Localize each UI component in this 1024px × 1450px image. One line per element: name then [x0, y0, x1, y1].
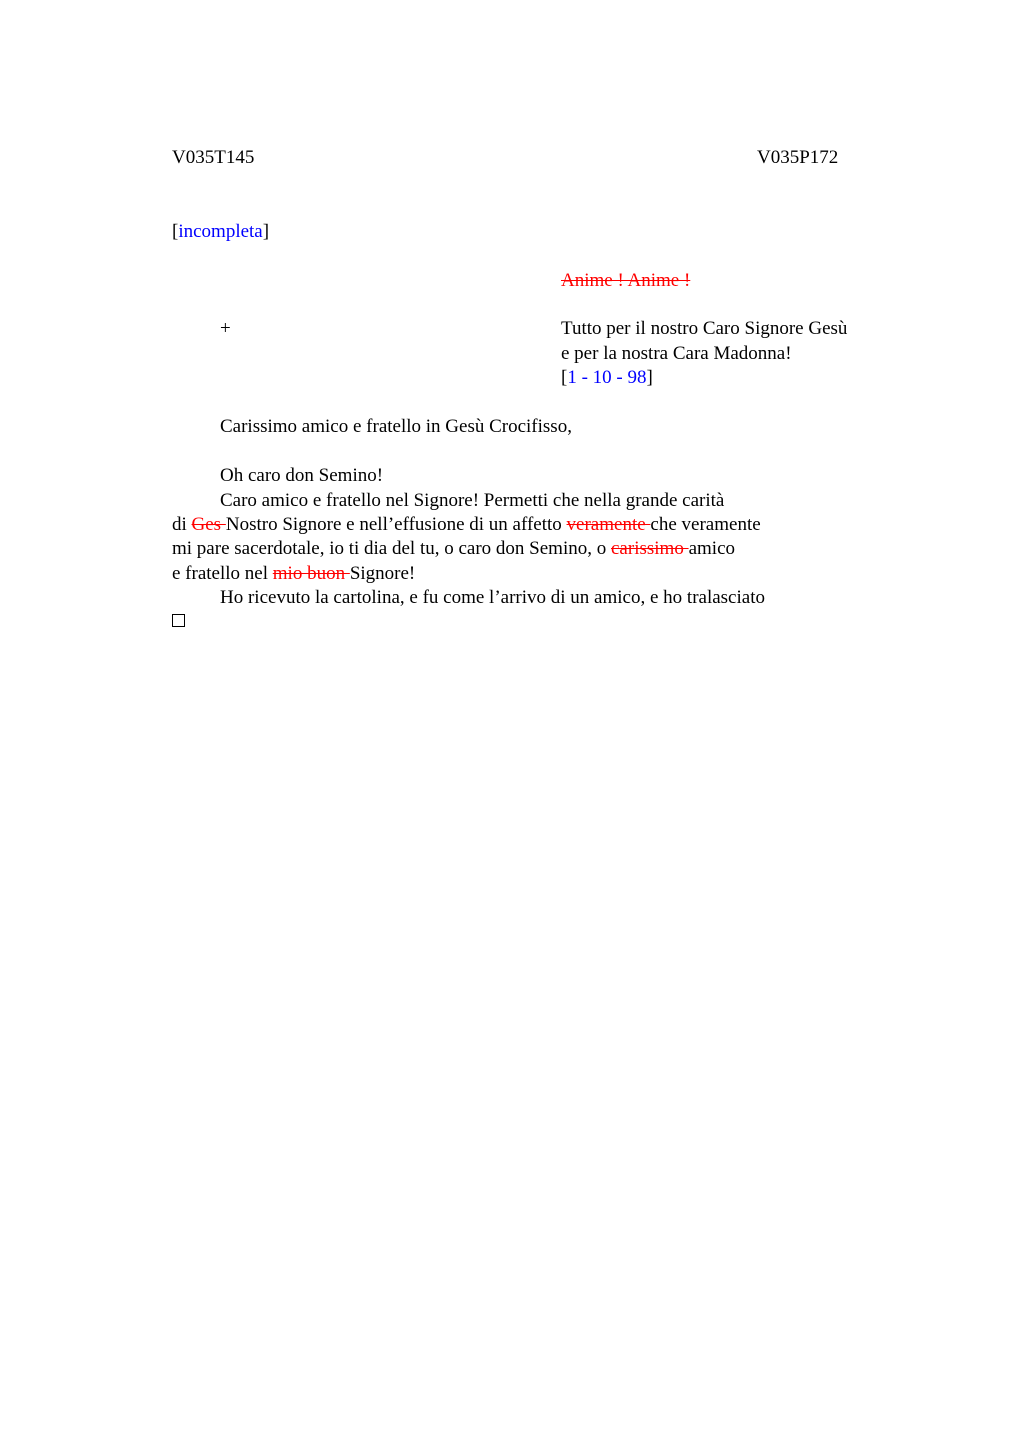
- document-code-left: V035T145: [172, 147, 255, 168]
- body-line-5: [172, 562, 415, 586]
- deleted-text: carissimo: [611, 538, 689, 559]
- deleted-text: veramente: [566, 514, 651, 535]
- bracket-close: ]: [646, 367, 653, 388]
- body-line-3: [172, 513, 761, 537]
- date-value: 1 - 10 - 98: [567, 367, 647, 388]
- text-run: che veramente: [650, 514, 761, 535]
- letter-date: [561, 366, 653, 390]
- body-line-4: [172, 537, 735, 561]
- status-annotation: [172, 220, 269, 244]
- document-code-right: V035P172: [757, 147, 839, 168]
- square-outline-icon: [172, 614, 185, 627]
- text-run: Nostro Signore e nell’effusione di un affetto: [225, 514, 567, 535]
- bracket-open: [: [561, 367, 568, 388]
- struck-heading: Anime ! Anime !: [561, 270, 691, 291]
- text-run: amico: [688, 538, 736, 559]
- dedication-line-1: Tutto per il nostro Caro Signore Gesù: [561, 318, 848, 339]
- text-run: Signore!: [349, 563, 416, 584]
- text-run: di: [172, 514, 192, 535]
- body-line-2: Caro amico e fratello nel Signore! Permetti che nella grande carità: [220, 490, 725, 511]
- text-run: e fratello nel: [172, 563, 273, 584]
- text-run: mi pare sacerdotale, io ti dia del tu, o caro don Semino, o: [172, 538, 611, 559]
- bracket-close: ]: [262, 221, 270, 242]
- cross-symbol: +: [220, 318, 231, 339]
- deleted-text: mio buon: [272, 563, 350, 584]
- deleted-text: Ges: [191, 514, 226, 535]
- body-line-6: Ho ricevuto la cartolina, e fu come l’arrivo di un amico, e ho tralasciato: [220, 587, 765, 608]
- salutation: Carissimo amico e fratello in Gesù Crocifisso,: [220, 416, 572, 437]
- status-label: incompleta: [178, 221, 263, 242]
- dedication-line-2: e per la nostra Cara Madonna!: [561, 343, 792, 364]
- body-line-1: Oh caro don Semino!: [220, 465, 384, 486]
- bracket-open: [: [172, 221, 179, 242]
